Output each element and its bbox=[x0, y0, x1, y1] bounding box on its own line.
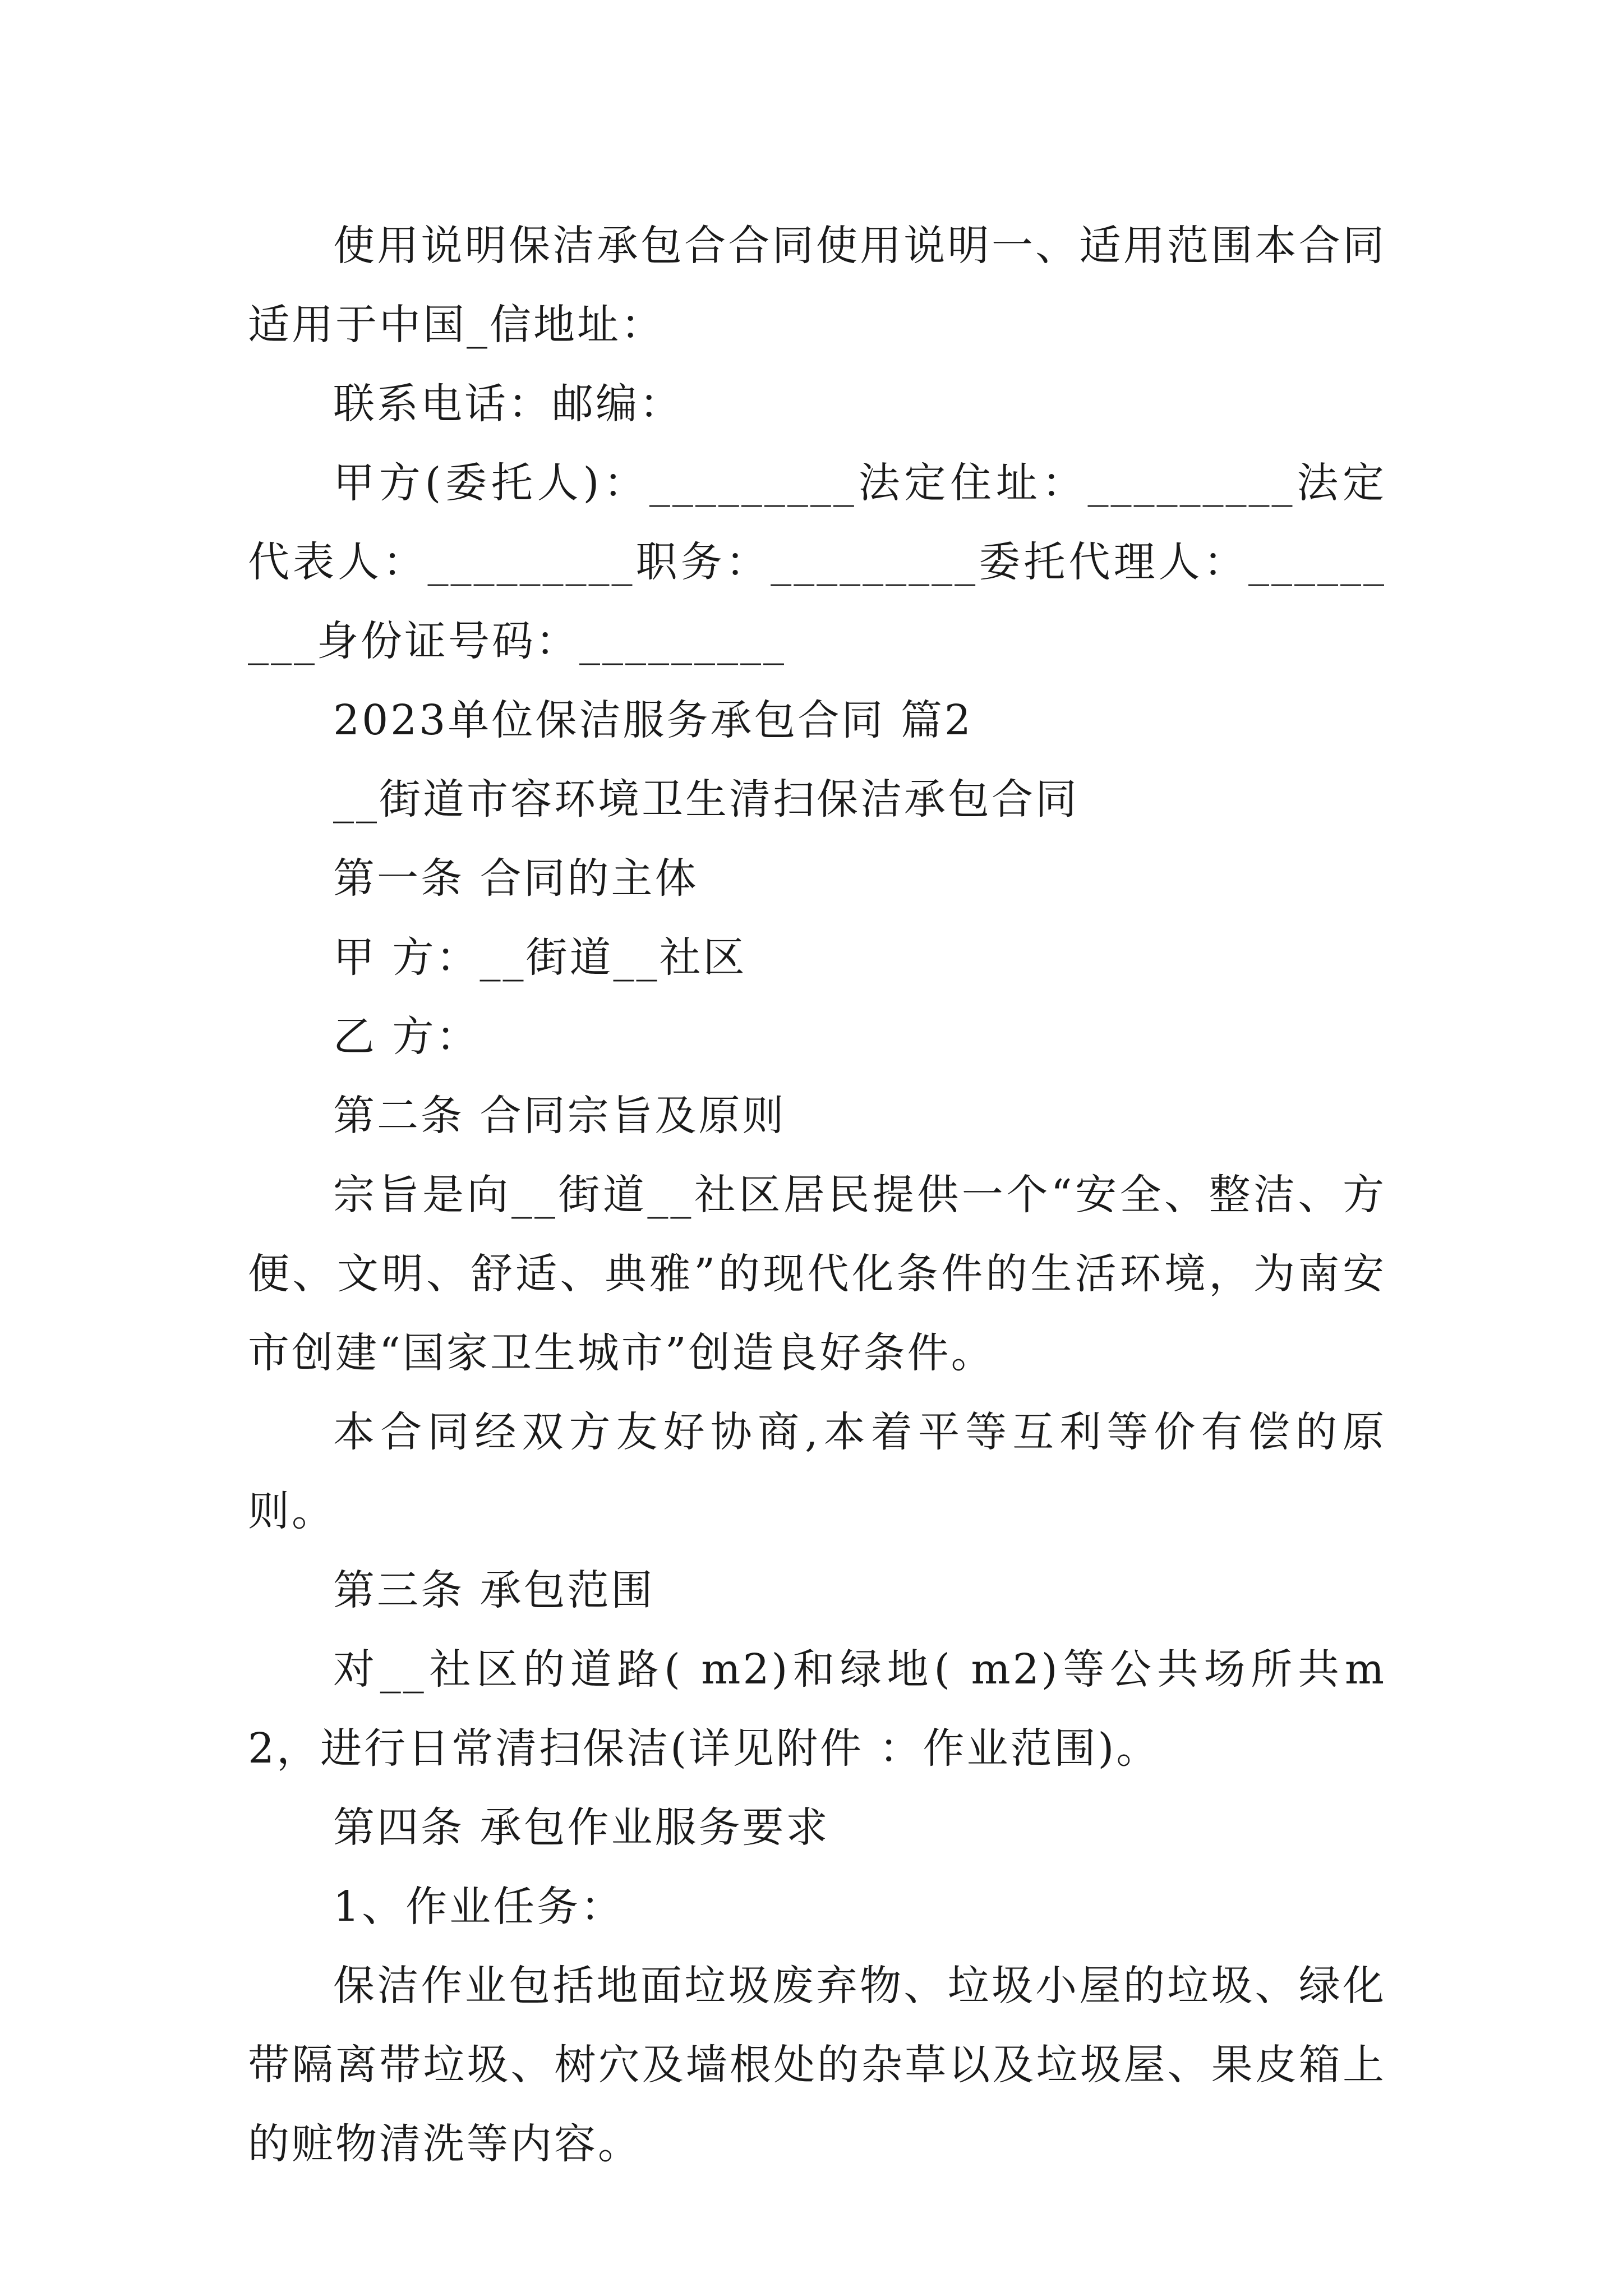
party-a-line: 甲 方：__街道__社区 bbox=[333, 933, 747, 982]
paragraph-contact-phone: 联系电话：邮编： bbox=[333, 380, 683, 428]
article-3-heading: 第三条 承包范围 bbox=[333, 1566, 655, 1614]
article-1-heading: 第一条 合同的主体 bbox=[333, 854, 699, 903]
party-b-line: 乙 方： bbox=[333, 1013, 480, 1061]
paragraph-usage-instructions: 使用说明保洁承包合合同使用说明一、适用范围本合同适用于中国_信地址： bbox=[248, 222, 1386, 349]
article-3-scope: 对__社区的道路( m2)和绿地( m2)等公共场所共m2，进行日常清扫保洁(详见附件 ：作业范围)。 bbox=[248, 1645, 1386, 1773]
document-body bbox=[248, 206, 1386, 2184]
contract-title: __街道市容环境卫生清扫保洁承包合同 bbox=[333, 775, 1079, 823]
article-4-heading: 第四条 承包作业服务要求 bbox=[333, 1803, 830, 1852]
article-4-item-1: 1、作业任务： bbox=[333, 1883, 625, 1931]
article-2-heading: 第二条 合同宗旨及原则 bbox=[333, 1092, 786, 1140]
article-2-principle: 本合同经双方友好协商,本着平等互利等价有偿的原则。 bbox=[248, 1408, 1386, 1535]
article-2-purpose: 宗旨是向__街道__社区居民提供一个“安全、整洁、方便、文明、舒适、典雅”的现代化条件的生活环境，为南安市创建“国家卫生城市”创造良好条件。 bbox=[248, 1171, 1386, 1377]
section-heading-part2: 2023单位保洁服务承包合同 篇2 bbox=[333, 696, 973, 744]
article-4-item-1-detail: 保洁作业包括地面垃圾废弃物、垃圾小屋的垃圾、绿化带隔离带垃圾、树穴及墙根处的杂草以及垃圾屋、果皮箱上的赃物清洗等内容。 bbox=[248, 1962, 1386, 2168]
paragraph-party-a-info: 甲方(委托人)：_________法定住址：_________法定代表人：_________职务：_________委托代理人：_________身份证号码：_________ bbox=[248, 459, 1386, 665]
